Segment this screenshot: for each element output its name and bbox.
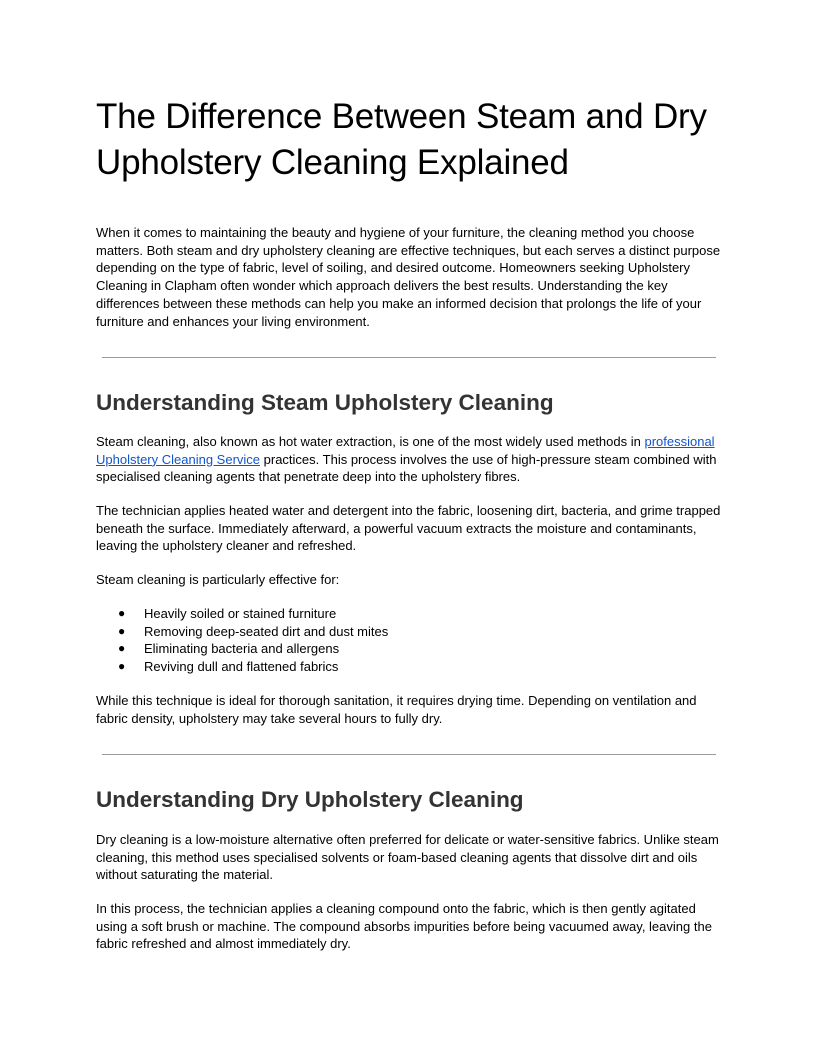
list-item xyxy=(96,605,388,623)
bullet-icon: ● xyxy=(118,623,126,638)
list-item xyxy=(96,658,388,676)
list-item xyxy=(96,623,388,641)
list-item-text: Eliminating bacteria and allergens xyxy=(144,641,340,657)
steam-paragraph-4: While this technique is ideal for thorough sanitation, it requires drying time. Depending on ventilation and fabric density, upholstery may take several hours to fully dry. xyxy=(96,693,697,726)
bullet-icon: ● xyxy=(118,606,126,620)
steam-p1-text-after: practices. This process involves the use of high-pressure steam combined with specialised cleaning agents that penetrate deep into the upholstery fibres. xyxy=(96,451,717,485)
dry-paragraph-2: In this process, the technician applies a cleaning compound onto the fabric, which is then gently agitated using a soft brush or machine. The compound absorbs impurities before being vacuumed away, leaving the fabric refreshed and almost immediately dry. xyxy=(96,901,712,952)
steam-benefits-list xyxy=(96,605,388,676)
steam-section-heading: Understanding Steam Upholstery Cleaning xyxy=(96,390,554,415)
list-item xyxy=(96,640,388,658)
bullet-icon: ● xyxy=(118,641,126,656)
list-item-text: Reviving dull and flattened fabrics xyxy=(144,659,339,675)
bullet-icon: ● xyxy=(118,659,126,674)
list-item-text: Heavily soiled or stained furniture xyxy=(144,606,337,621)
page-title: The Difference Between Steam and Dry Upholstery Cleaning Explained xyxy=(96,97,707,182)
list-item-text: Removing deep-seated dirt and dust mites xyxy=(144,623,389,639)
dry-paragraph-1: Dry cleaning is a low-moisture alternative often preferred for delicate or water-sensitive fabrics. Unlike steam cleaning, this method uses specialised solvents or foam-based cleaning agents that dissolve dirt and oils without saturating the material. xyxy=(96,832,719,883)
intro-paragraph: When it comes to maintaining the beauty and hygiene of your furniture, the cleaning method you choose matters. Both steam and dry upholstery cleaning are effective techniques, but each serves a distinct purpose depending on the type of fabric, level of soiling, and desired outcome. Homeowners seeking Upholstery Cleaning in Clapham often wonder which approach delivers the best results. Understanding the key differences between these methods can help you make an informed decision that prolongs the life of your furniture and enhances your living environment. xyxy=(96,225,721,329)
dry-section-heading: Understanding Dry Upholstery Cleaning xyxy=(96,787,524,812)
horizontal-divider xyxy=(102,754,716,755)
steam-paragraph-2: The technician applies heated water and detergent into the fabric, loosening dirt, bacteria, and grime trapped beneath the surface. Immediately afterward, a powerful vacuum extracts the moisture and contaminants, leaving the upholstery cleaner and refreshed. xyxy=(96,503,721,554)
horizontal-divider xyxy=(102,357,716,358)
steam-p1-text-before: Steam cleaning, also known as hot water extraction, is one of the most widely used methods in xyxy=(96,434,645,449)
steam-paragraph-3: Steam cleaning is particularly effective for: xyxy=(96,572,340,587)
service-link[interactable]: professional Upholstery Cleaning Service xyxy=(96,434,715,467)
steam-paragraph-1 xyxy=(96,433,724,486)
